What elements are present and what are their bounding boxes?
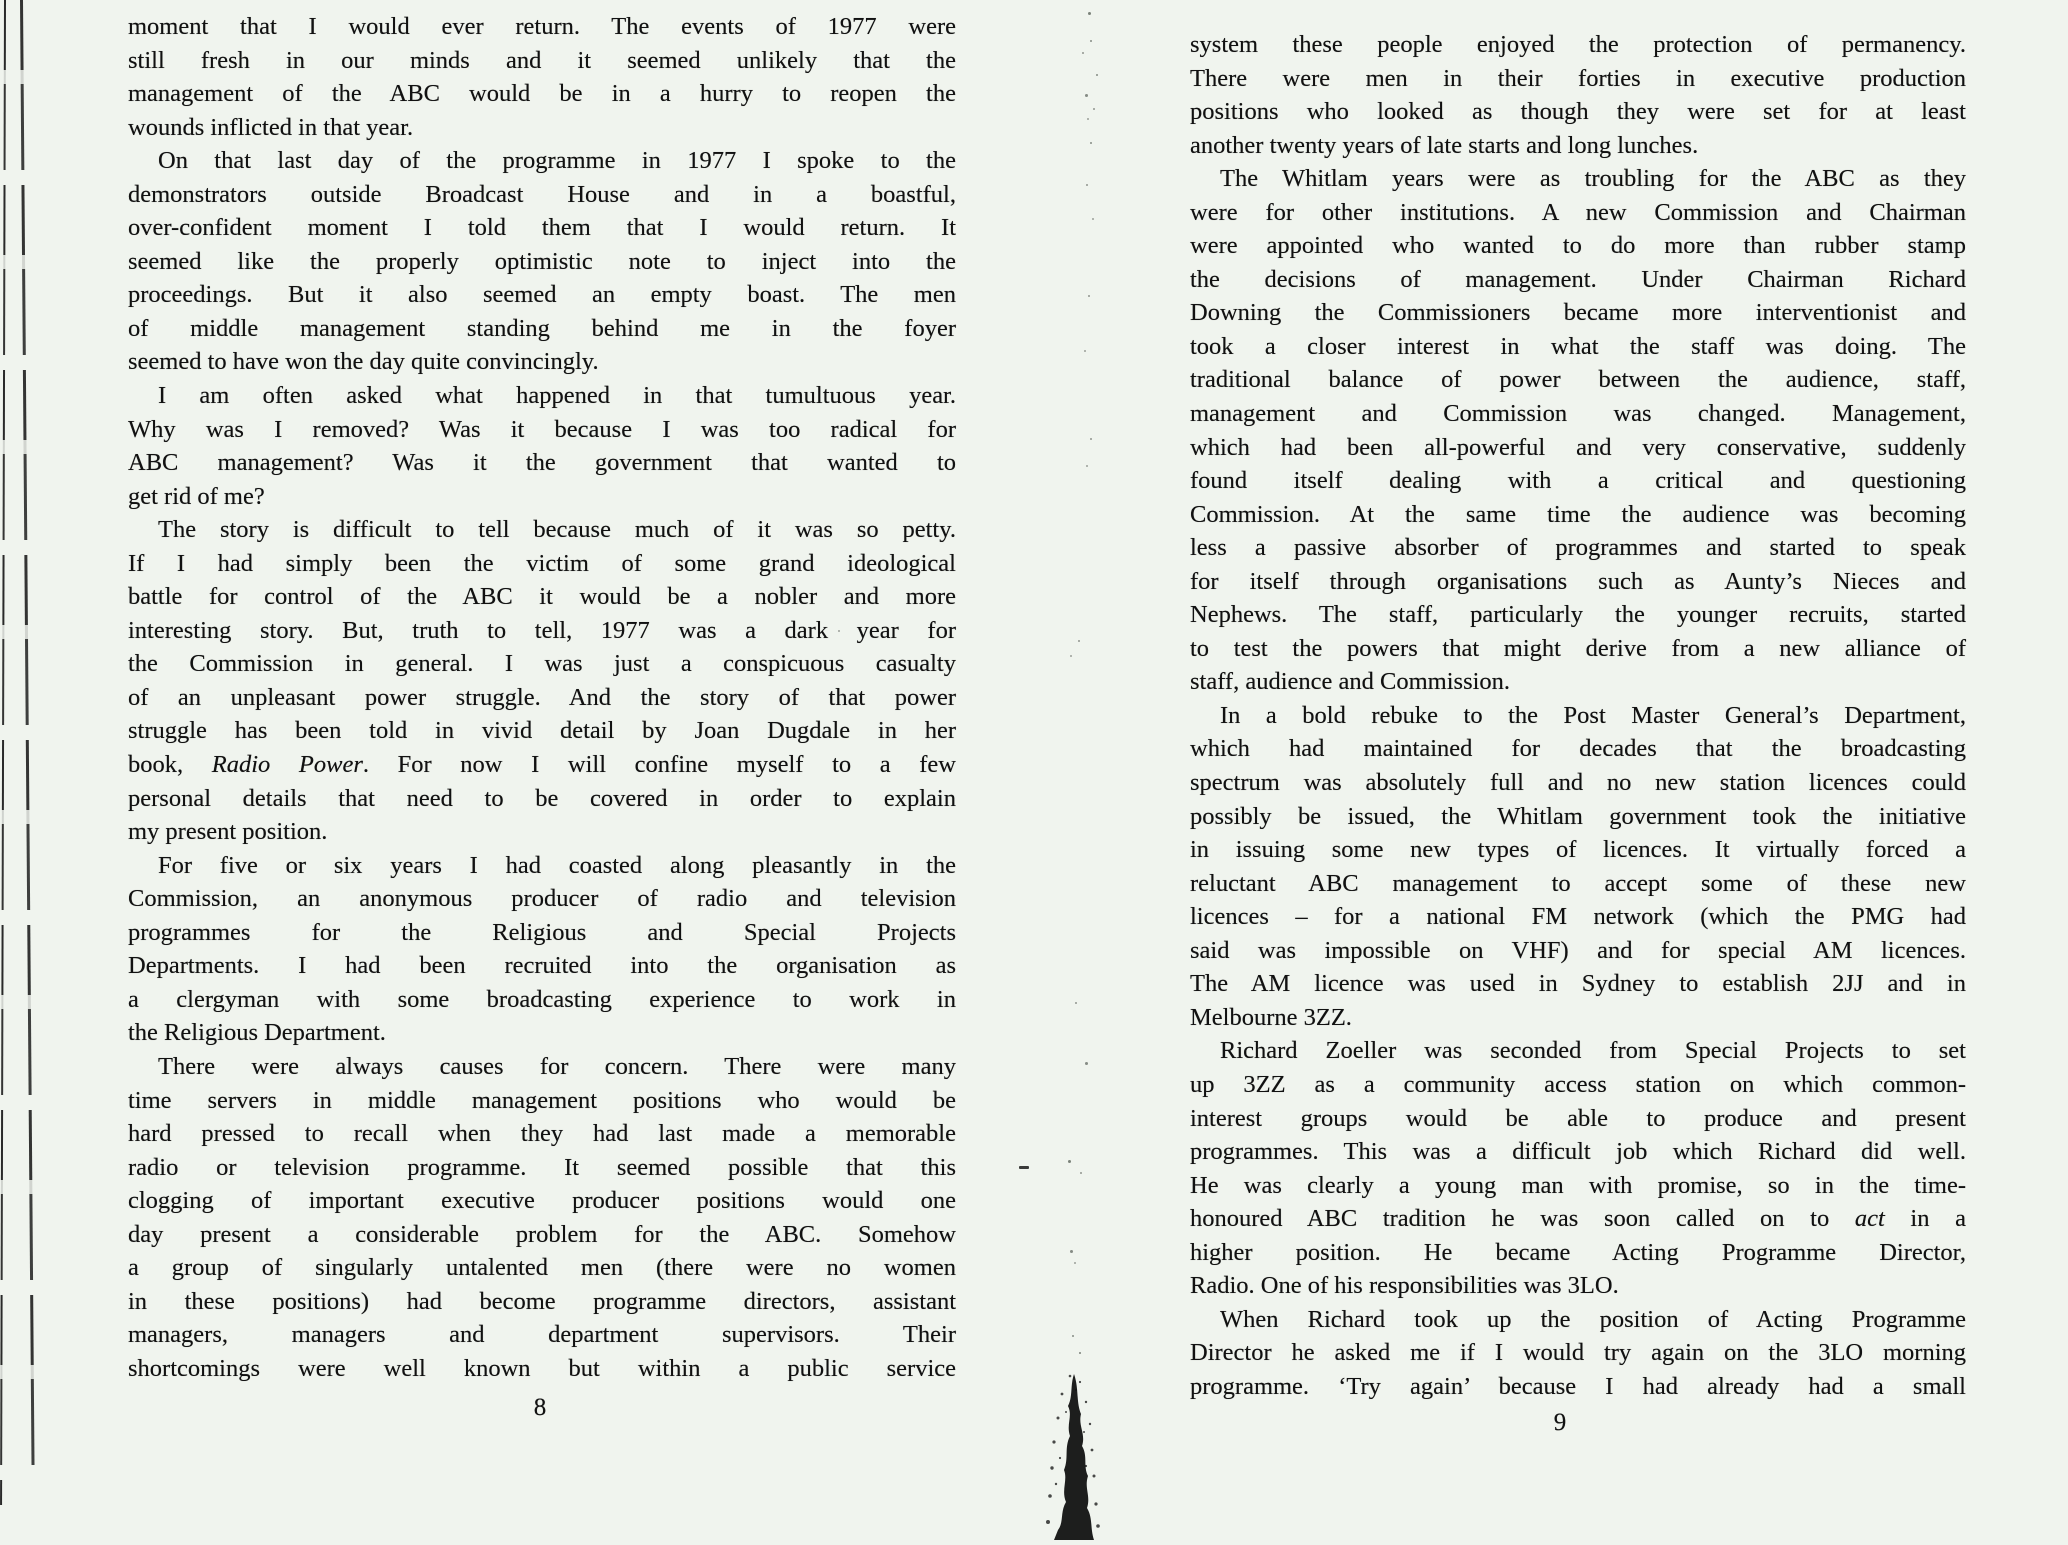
- text-line: programmes for the Religious and Special Projects: [128, 918, 956, 946]
- text-line: a clergyman with some broadcasting experience to work in: [128, 985, 956, 1013]
- text-line: There were men in their forties in executive production: [1190, 64, 1966, 92]
- text-line: moment that I would ever return. The events of 1977 were: [128, 13, 956, 40]
- text-line: a group of singularly untalented men (there were no women: [128, 1254, 956, 1282]
- text-line: Richard Zoeller was seconded from Special Projects to set: [1220, 1037, 1966, 1065]
- text-line: personal details that need to be covered in order to explain: [128, 784, 956, 812]
- speck-artifact: [1084, 350, 1086, 352]
- speck-artifact: [838, 630, 840, 632]
- scan-streak-artifact: [20, 0, 35, 1478]
- text-line: programmes. This was a difficult job which Richard did well.: [1190, 1138, 1966, 1166]
- text-line: Departments. I had been recruited into the organisation as: [128, 952, 956, 980]
- text-line: On that last day of the programme in 1977 I spoke to the: [158, 147, 956, 175]
- speck-artifact: [1085, 94, 1088, 97]
- text-line: the decisions of management. Under Chairman Richard: [1190, 265, 1966, 293]
- text-line: less a passive absorber of programmes and started to speak: [1190, 534, 1966, 562]
- text-line: my present position.: [128, 818, 328, 846]
- text-line: staff, audience and Commission.: [1190, 668, 1511, 696]
- speck-artifact: [1070, 1250, 1073, 1253]
- text-line: interesting story. But, truth to tell, 1977 was a dark year for: [128, 616, 956, 644]
- speck-artifact: [1080, 1172, 1082, 1174]
- text-line: day present a considerable problem for the ABC. Somehow: [128, 1220, 956, 1248]
- text-line: in these positions) had become programme directors, assistant: [128, 1287, 956, 1315]
- text-line: The Whitlam years were as troubling for the ABC as they: [1220, 165, 1966, 193]
- text-line: another twenty years of late starts and long lunches.: [1190, 131, 1699, 159]
- text-line: I am often asked what happened in that tumultuous year.: [158, 382, 956, 410]
- text-line: When Richard took up the position of Acting Programme: [1220, 1305, 1966, 1333]
- speck-artifact: [1093, 108, 1095, 110]
- speck-artifact: [1086, 465, 1088, 467]
- speck-artifact: [1090, 142, 1092, 144]
- text-line: said was impossible on VHF) and for special AM licences.: [1190, 936, 1966, 964]
- text-line: seemed to have won the day quite convincingly.: [128, 348, 599, 376]
- text-line: demonstrators outside Broadcast House and in a boastful,: [128, 180, 956, 208]
- scan-dash-artifact: [1019, 1166, 1029, 1169]
- text-line: in issuing some new types of licences. It virtually forced a: [1190, 836, 1966, 864]
- text-line: traditional balance of power between the audience, staff,: [1190, 366, 1966, 394]
- speck-artifact: [1088, 295, 1090, 297]
- text-line: for itself through organisations such as Aunty’s Nieces and: [1190, 567, 1966, 595]
- text-line: found itself dealing with a critical and questioning: [1190, 467, 1966, 495]
- text-line: seemed like the properly optimistic note to inject into the: [128, 247, 956, 275]
- text-line: of an unpleasant power struggle. And the story of that power: [128, 683, 956, 711]
- text-line: wounds inflicted in that year.: [128, 113, 414, 141]
- text-line: still fresh in our minds and it seemed unlikely that the: [128, 46, 956, 74]
- right-page-text: [1190, 28, 1966, 1403]
- text-line: Downing the Commissioners became more interventionist and: [1190, 299, 1966, 327]
- text-line: book, Radio Power. For now I will confine myself to a few: [128, 751, 956, 779]
- left-page-text: [128, 10, 956, 1385]
- text-line: There were always causes for concern. There were many: [158, 1052, 956, 1080]
- text-line: Melbourne 3ZZ.: [1190, 1003, 1352, 1031]
- text-line: struggle has been told in vivid detail by Joan Dugdale in her: [128, 717, 956, 745]
- scan-streak-artifact: [0, 0, 6, 1505]
- text-line: positions who looked as though they were set for at least: [1190, 98, 1966, 126]
- speck-artifact: [1092, 218, 1094, 220]
- text-line: He was clearly a young man with promise, so in the time-: [1190, 1171, 1966, 1199]
- text-line: In a bold rebuke to the Post Master General’s Department,: [1220, 701, 1966, 729]
- speck-artifact: [1068, 1160, 1071, 1163]
- speck-artifact: [1088, 12, 1091, 15]
- left-page-number: 8: [533, 1394, 547, 1421]
- text-line: spectrum was absolutely full and no new station licences could: [1190, 769, 1966, 797]
- text-line: management and Commission was changed. Management,: [1190, 400, 1966, 428]
- text-line: radio or television programme. It seemed possible that this: [128, 1153, 956, 1181]
- ink-blot-artifact: [1040, 1372, 1104, 1540]
- speck-artifact: [1082, 52, 1084, 54]
- text-line: Commission, an anonymous producer of radio and television: [128, 885, 956, 913]
- text-line: were appointed who wanted to do more than rubber stamp: [1190, 232, 1966, 260]
- text-line: system these people enjoyed the protection of permanency.: [1190, 31, 1966, 58]
- text-line: Radio. One of his responsibilities was 3LO.: [1190, 1272, 1619, 1300]
- speck-artifact: [1087, 118, 1089, 120]
- text-line: Commission. At the same time the audience was becoming: [1190, 500, 1966, 528]
- speck-artifact: [1078, 640, 1080, 642]
- speck-artifact: [1070, 655, 1072, 657]
- speck-artifact: [1096, 74, 1098, 76]
- text-line: interest groups would be able to produce and present: [1190, 1104, 1966, 1132]
- speck-artifact: [1090, 40, 1092, 42]
- speck-artifact: [1086, 184, 1088, 186]
- text-line: the Commission in general. I was just a conspicuous casualty: [128, 650, 956, 678]
- text-line: of middle management standing behind me in the foyer: [128, 314, 956, 342]
- text-line: programme. ‘Try again’ because I had already had a small: [1190, 1372, 1966, 1400]
- text-line: possibly be issued, the Whitlam government took the initiative: [1190, 802, 1966, 830]
- text-line: proceedings. But it also seemed an empty boast. The men: [128, 281, 956, 309]
- text-line: were for other institutions. A new Commission and Chairman: [1190, 198, 1966, 226]
- text-line: which had maintained for decades that the broadcasting: [1190, 735, 1966, 763]
- speck-artifact: [1075, 1002, 1077, 1004]
- text-line: up 3ZZ as a community access station on which common-: [1190, 1070, 1966, 1098]
- text-line: the Religious Department.: [128, 1019, 386, 1047]
- text-line: licences – for a national FM network (which the PMG had: [1190, 903, 1966, 931]
- text-line: The AM licence was used in Sydney to establish 2JJ and in: [1190, 970, 1966, 998]
- text-line: For five or six years I had coasted along pleasantly in the: [158, 851, 956, 879]
- text-line: clogging of important executive producer positions would one: [128, 1187, 956, 1215]
- text-line: The story is difficult to tell because much of it was so petty.: [158, 516, 956, 544]
- text-line: management of the ABC would be in a hurry to reopen the: [128, 80, 956, 108]
- text-line: battle for control of the ABC it would be a nobler and more: [128, 583, 956, 611]
- text-line: reluctant ABC management to accept some of these new: [1190, 869, 1966, 897]
- text-line: time servers in middle management positions who would be: [128, 1086, 956, 1114]
- text-line: get rid of me?: [128, 482, 265, 510]
- text-line: Why was I removed? Was it because I was too radical for: [128, 415, 956, 443]
- text-line: Nephews. The staff, particularly the younger recruits, started: [1190, 601, 1966, 629]
- text-line: over-confident moment I told them that I would return. It: [128, 214, 956, 242]
- text-line: managers, managers and department supervisors. Their: [128, 1321, 956, 1349]
- speck-artifact: [1079, 1352, 1081, 1354]
- text-line: Director he asked me if I would try again on the 3LO morning: [1190, 1339, 1966, 1367]
- text-line: If I had simply been the victim of some grand ideological: [128, 549, 956, 577]
- speck-artifact: [1090, 438, 1092, 440]
- text-line: which had been all-powerful and very conservative, suddenly: [1190, 433, 1966, 461]
- text-line: higher position. He became Acting Programme Director,: [1190, 1238, 1966, 1266]
- text-line: ABC management? Was it the government that wanted to: [128, 449, 956, 477]
- text-line: honoured ABC tradition he was soon called on to act in a: [1190, 1205, 1967, 1233]
- speck-artifact: [1072, 1335, 1074, 1337]
- text-line: to test the powers that might derive from a new alliance of: [1190, 634, 1966, 662]
- right-page-number: 9: [1553, 1409, 1567, 1436]
- text-line: shortcomings were well known but within a public service: [128, 1354, 956, 1382]
- speck-artifact: [1074, 1262, 1076, 1264]
- text-line: hard pressed to recall when they had last made a memorable: [128, 1120, 956, 1148]
- speck-artifact: [1085, 1062, 1088, 1065]
- text-line: took a closer interest in what the staff was doing. The: [1190, 332, 1966, 360]
